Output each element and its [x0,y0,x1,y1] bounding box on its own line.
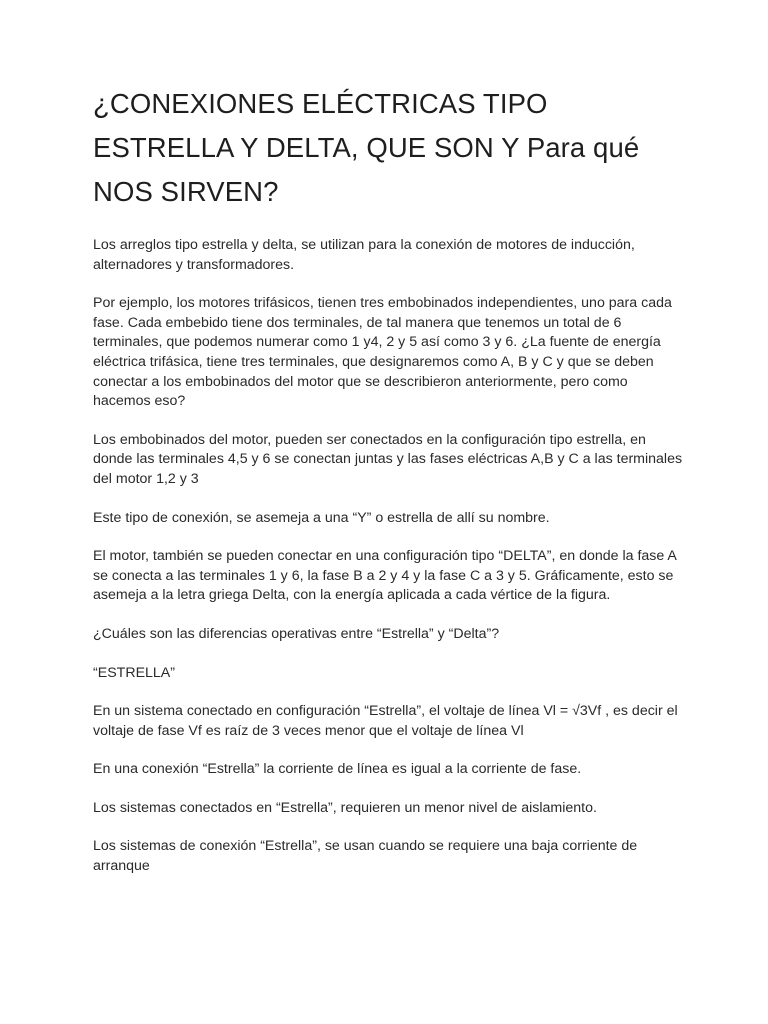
paragraph-star-voltage: En un sistema conectado en configuración “Estrella”, el voltaje de línea Vl = √3Vf , es decir el voltaje de fase Vf es raíz de 3 veces menor que el voltaje de línea Vl [93,703,678,739]
paragraph-intro: Los arreglos tipo estrella y delta, se utilizan para la conexión de motores de inducción, alternadores y transformadores. [93,237,635,273]
document-page [93,82,683,896]
paragraph-delta-connection: El motor, también se pueden conectar en una configuración tipo “DELTA”, en donde la fase A se conecta a las terminales 1 y 6, la fase B a 2 y 4 y la fase C a 3 y 5. Gráficamente, esto se asemeja a la letra griega Delta, con la energía aplicada a cada vértice de la figura. [93,548,677,604]
paragraph-star-starting-current: Los sistemas de conexión “Estrella”, se usan cuando se requiere una baja corriente de arranque [93,838,638,875]
section-heading-estrella: “ESTRELLA” [93,664,175,681]
paragraph-star-insulation: Los sistemas conectados en “Estrella”, requieren un menor nivel de aislamiento. [93,799,597,816]
paragraph-star-current: En una conexión “Estrella” la corriente de línea es igual a la corriente de fase. [93,761,582,778]
paragraph-differences-question: ¿Cuáles son las diferencias operativas entre “Estrella” y “Delta”? [93,625,500,642]
paragraph-star-connection: Los embobinados del motor, pueden ser conectados en la configuración tipo estrella, en donde las terminales 4,5 y 6 se conectan juntas y las fases eléctricas A,B y C a las terminales del motor 1,2 y 3 [93,431,683,487]
document-title: ¿CONEXIONES ELÉCTRICAS TIPO ESTRELLA Y DELTA, QUE SON Y Para qué NOS SIRVEN? [93,88,640,207]
paragraph-example: Por ejemplo, los motores trifásicos, tienen tres embobinados independientes, uno para cada fase. Cada embebido tiene dos terminales, de tal manera que tenemos un total de 6 terminales, que podemos numerar como 1 y4, 2 y 5 así como 3 y 6. ¿La fuente de energía eléctrica trifásica, tiene tres terminales, que designaremos como A, B y C y que se deben conectar a los embobinados del motor que se describieron anteriormente, pero como hacemos eso? [93,295,672,410]
paragraph-star-shape: Este tipo de conexión, se asemeja a una “Y” o estrella de allí su nombre. [93,509,550,526]
